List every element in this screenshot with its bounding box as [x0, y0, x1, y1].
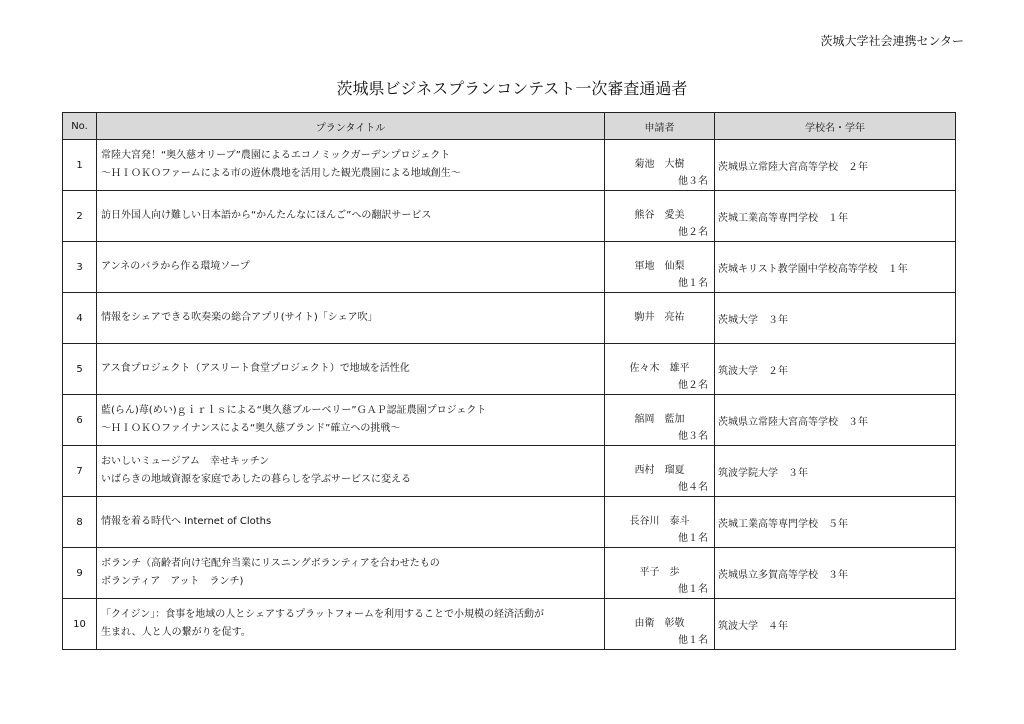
school-grade: 筑波学院大学 ３年	[715, 446, 956, 497]
applicant-cell	[605, 344, 715, 395]
applicant-others-count: 他１名	[678, 584, 708, 595]
applicant-name: 佐々木 雄平	[629, 363, 690, 374]
row-number: 4	[63, 293, 97, 344]
school-grade: 茨城キリスト教学園中学校高等学校 １年	[715, 242, 956, 293]
organization-name: 茨城大学社会連携センター	[820, 34, 964, 48]
school-grade: 茨城県立常陸大宮高等学校 ３年	[715, 395, 956, 446]
column-header-applicant: 申請者	[605, 113, 715, 140]
table-row	[63, 293, 956, 344]
plan-title-line: おいしいミュージアム 幸せキッチン	[101, 456, 270, 467]
row-number: 6	[63, 395, 97, 446]
row-number: 5	[63, 344, 97, 395]
applicant-name: 菊池 大樹	[634, 159, 685, 170]
applicant-others-count: 他１名	[678, 635, 708, 646]
plan-title-line: 藍(らん)苺(めい)ｇｉｒｌｓによる“奥久慈ブルーベリー”ＧＡＰ認証農園プロジェクト	[101, 405, 487, 416]
school-grade: 茨城工業高等専門学校 １年	[715, 191, 956, 242]
plan-title-cell	[97, 497, 605, 548]
applicant-name: 平子 歩	[639, 567, 680, 578]
plan-title-cell	[97, 599, 605, 650]
column-header-plan: プランタイトル	[97, 113, 605, 140]
plan-title-cell	[97, 191, 605, 242]
applicant-cell	[605, 140, 715, 191]
table-row	[63, 446, 956, 497]
plan-title-line: アス食プロジェクト（アスリート食堂プロジェクト）で地域を活性化	[101, 363, 410, 374]
applicant-cell	[605, 395, 715, 446]
table-row	[63, 140, 956, 191]
applicant-others-count: 他１名	[678, 533, 708, 544]
plan-title-line: ～ＨＩＯＫＯファイナンスによる“奥久慈ブランド”確立への挑戦～	[101, 423, 401, 434]
row-number: 2	[63, 191, 97, 242]
school-grade: 茨城県立常陸大宮高等学校 ２年	[715, 140, 956, 191]
plan-title-line: ボランチ（高齢者向け宅配弁当業にリスニングボランティアを合わせたもの	[101, 558, 440, 569]
applicant-cell	[605, 548, 715, 599]
applicant-cell	[605, 191, 715, 242]
column-header-school: 学校名・学年	[715, 113, 956, 140]
applicant-name: 熊谷 愛美	[634, 210, 685, 221]
row-number: 1	[63, 140, 97, 191]
table-body	[63, 140, 956, 650]
school-grade: 筑波大学 ４年	[715, 599, 956, 650]
applicant-cell	[605, 497, 715, 548]
plan-title-line: 常陸大宮発！“奥久慈オリーブ”農園によるエコノミックガーデンプロジェクト	[101, 150, 451, 161]
applicant-name: 舘岡 藍加	[634, 414, 685, 425]
applicant-name: 由衛 彰敬	[634, 618, 685, 629]
plan-title-line: ～ＨＩＯＫＯファームによる市の遊休農地を活用した観光農園による地域創生～	[101, 168, 461, 179]
row-number: 8	[63, 497, 97, 548]
table-row	[63, 395, 956, 446]
applicant-cell	[605, 242, 715, 293]
plan-title-line: アンネのバラから作る環境ソープ	[101, 261, 250, 272]
plan-title-line: 情報をシェアできる吹奏楽の総合アプリ(サイト)「シェア吹」	[101, 312, 378, 323]
plan-title-cell	[97, 548, 605, 599]
page-title: 茨城県ビジネスプランコンテスト一次審査通過者	[336, 79, 688, 98]
plan-title-cell	[97, 446, 605, 497]
results-table	[62, 112, 956, 650]
applicant-name: 西村 瑠夏	[634, 465, 685, 476]
applicant-cell	[605, 599, 715, 650]
plan-title-line: 「クイジン」：食事を地域の人とシェアするプラットフォームを利用することで小規模の経済活動が	[101, 609, 545, 620]
plan-title-cell	[97, 344, 605, 395]
school-grade: 筑波大学 ２年	[715, 344, 956, 395]
table-row	[63, 242, 956, 293]
plan-title-cell	[97, 242, 605, 293]
applicant-cell	[605, 293, 715, 344]
school-grade: 茨城県立多賀高等学校 ３年	[715, 548, 956, 599]
plan-title-line: ボランティア アット ランチ)	[101, 576, 244, 587]
table-row	[63, 548, 956, 599]
applicant-name: 軍地 仙梨	[634, 261, 685, 272]
table-header-row	[63, 113, 956, 140]
row-number: 9	[63, 548, 97, 599]
applicant-name: 長谷川 泰斗	[629, 516, 690, 527]
school-grade: 茨城工業高等専門学校 ５年	[715, 497, 956, 548]
row-number: 10	[63, 599, 97, 650]
applicant-others-count: 他３名	[678, 176, 708, 187]
plan-title-cell	[97, 395, 605, 446]
plan-title-line: 情報を着る時代へ Internet of Cloths	[101, 516, 272, 527]
plan-title-cell	[97, 140, 605, 191]
table-row	[63, 599, 956, 650]
plan-title-line: 訪日外国人向け難しい日本語から“かんたんなにほんご”への翻訳サービス	[101, 210, 432, 221]
applicant-others-count: 他２名	[678, 380, 708, 391]
applicant-others-count: 他２名	[678, 227, 708, 238]
table-row	[63, 497, 956, 548]
column-header-no: No.	[63, 113, 97, 140]
applicant-others-count: 他１名	[678, 278, 708, 289]
row-number: 3	[63, 242, 97, 293]
applicant-cell	[605, 446, 715, 497]
row-number: 7	[63, 446, 97, 497]
school-grade: 茨城大学 ３年	[715, 293, 956, 344]
plan-title-line: 生まれ、人と人の繋がりを促す。	[101, 627, 251, 638]
plan-title-cell	[97, 293, 605, 344]
table-row	[63, 344, 956, 395]
applicant-name: 駒井 亮祐	[634, 312, 685, 323]
applicant-others-count: 他３名	[678, 431, 708, 442]
applicant-others-count: 他４名	[678, 482, 708, 493]
plan-title-line: いばらきの地域資源を家庭であしたの暮らしを学ぶサービスに変える	[101, 474, 411, 485]
table-row	[63, 191, 956, 242]
